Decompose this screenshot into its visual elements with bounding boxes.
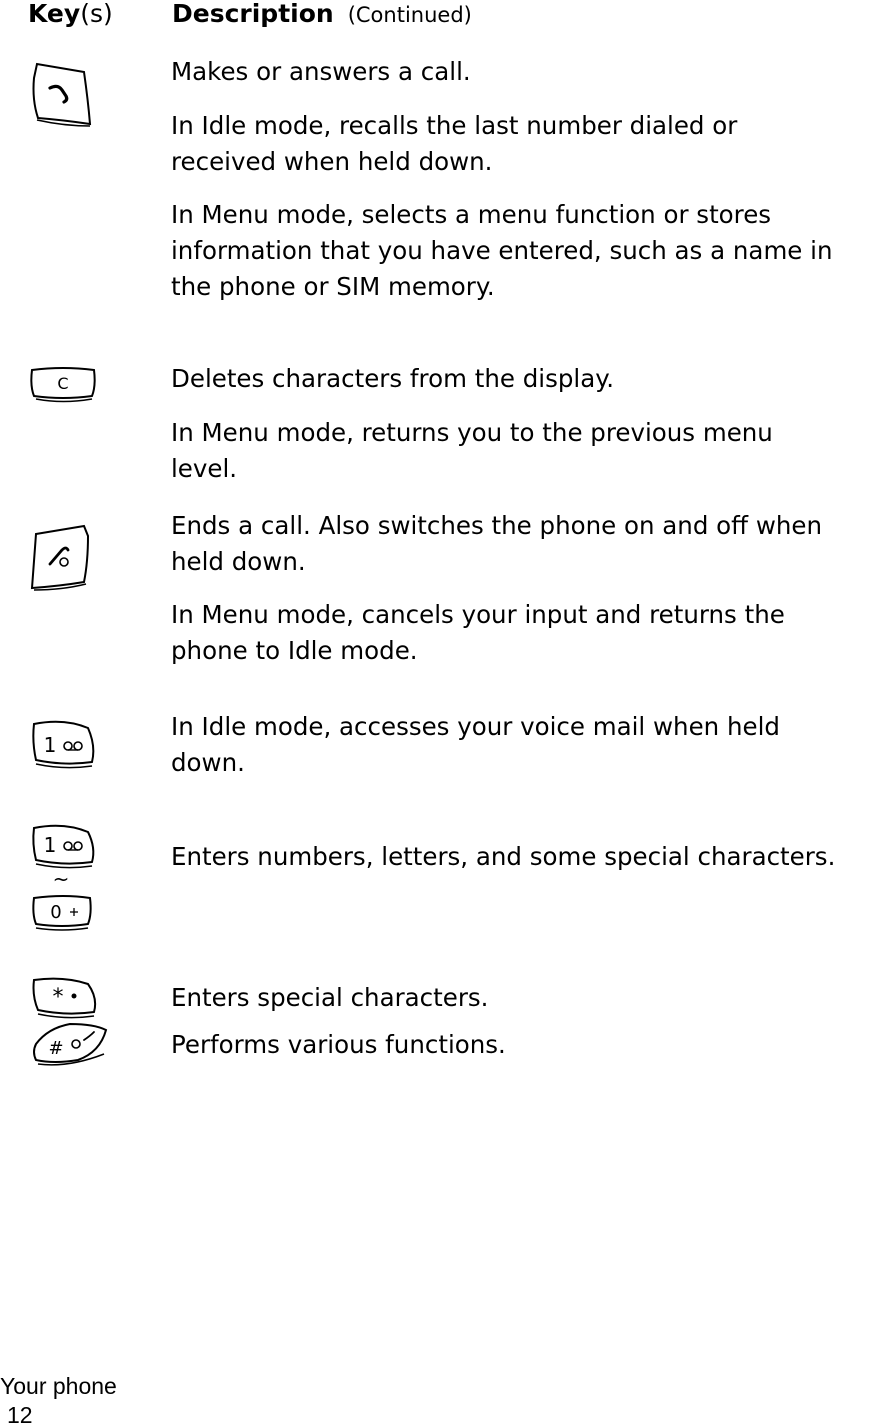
clear-key-icon bbox=[28, 364, 98, 404]
zero-key-icon bbox=[33, 896, 90, 930]
send-key-desc-1: Makes or answers a call. bbox=[171, 57, 471, 86]
range-tilde: ~ bbox=[52, 867, 70, 891]
end-key-desc-1: Ends a call. Also switches the phone on and off when held down. bbox=[171, 511, 822, 576]
column-header-description bbox=[172, 0, 472, 29]
clear-key-desc-2: In Menu mode, returns you to the previous menu level. bbox=[171, 418, 773, 483]
star-key-icon bbox=[34, 979, 96, 1018]
number-keys-desc: Enters numbers, letters, and some special characters. bbox=[171, 842, 836, 871]
star-key-label: * bbox=[52, 985, 64, 1010]
one-key-label: 1 bbox=[43, 733, 57, 757]
column-header-key-suffix: (s) bbox=[80, 0, 113, 28]
star-and-hash-keys-icon bbox=[28, 974, 108, 1074]
hash-key-desc: Performs various functions. bbox=[171, 1030, 506, 1059]
clear-key-desc-1: Deletes characters from the display. bbox=[171, 364, 615, 393]
one-key-icon bbox=[33, 826, 93, 868]
footer-section-title: Your phone bbox=[0, 1373, 117, 1399]
continued-label: (Continued) bbox=[347, 3, 472, 27]
send-key-desc-3: In Menu mode, selects a menu function or stores information that you have entered, such as a name in the phone or SIM memory. bbox=[171, 200, 833, 301]
voicemail-desc: In Idle mode, accesses your voice mail when held down. bbox=[171, 712, 780, 777]
hash-key-label: # bbox=[48, 1038, 64, 1059]
range-end-key-label: 0 bbox=[50, 902, 62, 923]
star-key-desc: Enters special characters. bbox=[171, 983, 489, 1012]
end-key-icon bbox=[28, 522, 92, 594]
end-key-desc-2: In Menu mode, cancels your input and returns the phone to Idle mode. bbox=[171, 600, 785, 665]
page-number: 12 bbox=[7, 1402, 33, 1428]
number-keys-range-icon bbox=[28, 820, 100, 940]
send-key-icon bbox=[28, 60, 92, 132]
column-header-keys bbox=[28, 0, 113, 28]
clear-key-label: C bbox=[57, 374, 69, 393]
send-key-desc-2: In Idle mode, recalls the last number dialed or received when held down. bbox=[171, 111, 738, 176]
column-header-key-label: Key bbox=[28, 0, 81, 28]
hash-key-icon bbox=[34, 1024, 106, 1065]
one-key-voicemail-icon bbox=[28, 716, 100, 772]
range-start-key-label: 1 bbox=[43, 833, 57, 857]
column-header-description-label: Description bbox=[172, 0, 334, 28]
